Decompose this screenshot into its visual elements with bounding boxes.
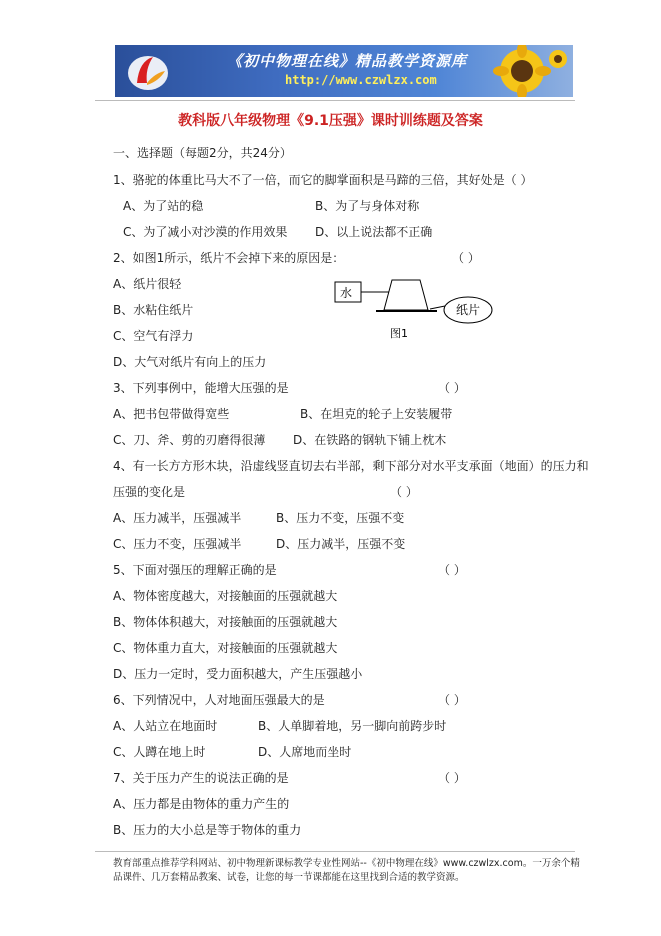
section-header: 一、选择题（每题2分，共24分） (113, 146, 292, 160)
question-3-stem: 3、下列事例中，能增大压强的是 (113, 381, 289, 395)
figure-paper-label: 纸片 (456, 303, 481, 317)
question-4-option-c: C、压力不变，压强减半 (113, 537, 242, 551)
question-3-blank: （ ） (438, 381, 466, 395)
question-5-option-b: B、物体体积越大，对接触面的压强就越大 (113, 615, 338, 629)
question-2-option-b: B、水粘住纸片 (113, 303, 194, 317)
question-7-blank: （ ） (438, 771, 466, 785)
question-5-option-a: A、物体密度越大，对接触面的压强就越大 (113, 589, 338, 603)
footer-divider (95, 851, 575, 852)
figure-caption: 图1 (390, 327, 408, 340)
question-5-stem: 5、下面对强压的理解正确的是 (113, 563, 277, 577)
banner-url[interactable]: http://www.czwlzx.com (285, 73, 437, 87)
question-2-stem: 2、如图1所示，纸片不会掉下来的原因是： (113, 251, 345, 265)
question-7-option-b: B、压力的大小总是等于物体的重力 (113, 823, 302, 837)
banner-title: 《初中物理在线》精品教学资源库 (227, 52, 468, 70)
sunflower-icon (474, 45, 569, 97)
question-7-stem: 7、关于压力产生的说法正确的是 (113, 771, 289, 785)
question-2-option-c: C、空气有浮力 (113, 329, 194, 343)
figure-water-label: 水 (340, 286, 353, 300)
question-6-stem: 6、下列情况中，人对地面压强最大的是 (113, 693, 325, 707)
question-6-option-b: B、人单脚着地，另一脚向前跨步时 (258, 719, 447, 733)
question-7-option-a: A、压力都是由物体的重力产生的 (113, 797, 290, 811)
question-4-option-a: A、压力减半，压强减半 (113, 511, 242, 525)
question-6-option-c: C、人蹲在地上时 (113, 745, 206, 759)
question-6-blank: （ ） (438, 693, 466, 707)
question-6-option-a: A、人站立在地面时 (113, 719, 218, 733)
question-2-option-a: A、纸片很轻 (113, 277, 182, 291)
question-1-option-a: A、为了站的稳 (123, 199, 204, 213)
question-2-option-d: D、大气对纸片有向上的压力 (113, 355, 267, 369)
question-4-option-b: B、压力不变，压强不变 (276, 511, 405, 525)
figure-1-diagram (320, 272, 520, 347)
question-5-option-c: C、物体重力直大，对接触面的压强就越大 (113, 641, 338, 655)
question-4-blank: （ ） (390, 485, 418, 499)
site-logo-icon (125, 49, 171, 93)
question-4-option-d: D、压力减半，压强不变 (276, 537, 406, 551)
question-5-option-d: D、压力一定时，受力面积越大，产生压强越小 (113, 667, 363, 681)
page-title: 教科版八年级物理《9.1压强》课时训练题及答案 (178, 113, 483, 129)
question-5-blank: （ ） (438, 563, 466, 577)
question-3-option-c: C、刀、斧、剪的刃磨得很薄 (113, 433, 266, 447)
question-4-stem: 4、有一长方方形木块，沿虚线竖直切去右半部，剩下部分对水平支承面（地面）的压力和 (113, 459, 589, 473)
site-banner (115, 45, 573, 97)
question-1-stem: 1、骆驼的体重比马大不了一倍，而它的脚掌面积是马蹄的三倍，其好处是（ ） (113, 173, 533, 187)
question-3-option-a: A、把书包带做得宽些 (113, 407, 230, 421)
header-divider (95, 100, 575, 101)
question-6-option-d: D、人席地而坐时 (258, 745, 352, 759)
question-3-option-d: D、在铁路的钢轨下铺上枕木 (293, 433, 447, 447)
question-1-option-d: D、以上说法都不正确 (315, 225, 433, 239)
question-1-option-b: B、为了与身体对称 (315, 199, 420, 213)
question-2-blank: （ ） (452, 251, 480, 265)
footer-note: 教育部重点推荐学科网站、初中物理新课标教学专业性网站--《初中物理在线》www.czwlzx.com。一万余个精品课件、几万套精品教案、试卷，让您的每一节课都能在这里找到合适的教学资源。 (113, 858, 580, 883)
question-4-stem-cont: 压强的变化是 (113, 485, 186, 499)
question-3-option-b: B、在坦克的轮子上安装履带 (300, 407, 453, 421)
question-1-option-c: C、为了减小对沙漠的作用效果 (123, 225, 288, 239)
